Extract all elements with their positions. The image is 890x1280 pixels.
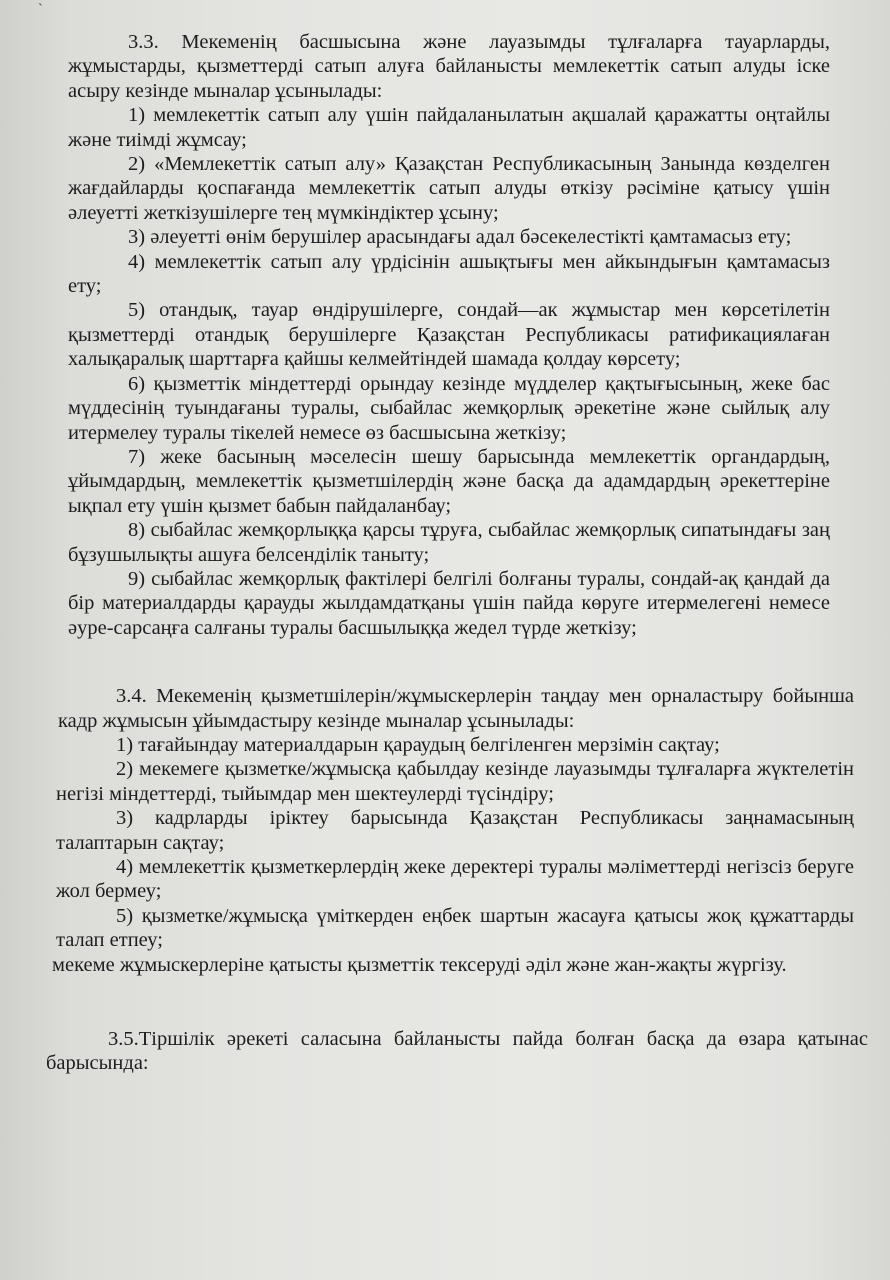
section-3-3-item-7: 7) жеке басының мәселесін шешу барысында мемлекеттік органдардың, ұйымдардың, мемлекеттік қызметшілердің және басқа да адамдардың әрекеттеріне ықпал ету үшін қызмет бабын пайдаланбау; xyxy=(68,445,830,517)
section-3-3-lead: 3.3. Мекеменің басшысына және лауазымды тұлғаларға тауарларды, жұмыстарды, қызметтерді сатып алуға байланысты мемлекеттік сатып алуды іске асыру кезінде мыналар ұсынылады: xyxy=(68,31,830,102)
section-3-3-item-6: 6) қызметтік міндеттерді орындау кезінде мүдделер қақтығысының, жеке бас мүддесінің туындағаны туралы, сыбайлас жемқорлық әрекетіне және сыйлық алу итермелеу туралы тікелей немесе өз басшысына жеткізу; xyxy=(68,372,830,444)
section-3-5-lead: 3.5.Тіршілік әрекеті саласына байланысты пайда болған басқа да өзара қатынас барысында: xyxy=(46,1028,868,1075)
section-3-4-item-3: 3) кадрларды іріктеу барысында Қазақстан Республикасы заңнамасының талаптарын сақтау; xyxy=(56,807,854,854)
section-3-3-item-3: 3) әлеуетті өнім берушілер арасындағы адал бәсекелестікті қамтамасыз ету; xyxy=(128,226,792,249)
section-3-3-item-2: 2) «Мемлекеттік сатып алу» Қазақстан Республикасының Занында көзделген жағдайларды қоспағанда мемлекеттік сатып алуды өткізу рәсіміне қатысу үшін әлеуетті жеткізушілерге тең мүмкіндіктер ұсыну; xyxy=(68,153,830,224)
section-3-4-item-1: 1) тағайындау материалдарын қараудың белгіленген мерзімін сақтау; xyxy=(116,733,720,756)
section-3-5 xyxy=(0,1027,890,1076)
section-3-4-item-2: 2) мекемеге қызметке/жұмысқа қабылдау кезінде лауазымды тұлғаларға жүктелетін негізі міндеттерді, тыйымдар мен шектеулерді түсіндіру; xyxy=(56,758,854,805)
section-3-3-item-9: 9) сыбайлас жемқорлық фактілері белгілі болғаны туралы, сондай-ақ қандай да бір материалдарды қарауды жылдамдатқаны үшін пайда көруге итермелегені немесе әуре-сарсаңға салғаны туралы басшылыққа жедел түрде жеткізу; xyxy=(68,567,830,639)
section-3-4-trailing: мекеме жұмыскерлеріне қатысты қызметтік тексеруді әділ және жан-жақты жүргізу. xyxy=(52,953,787,976)
section-3-4-item-4: 4) мемлекеттік қызметкерлердің жеке деректері туралы мәліметтерді негізсіз беруге жол бермеу; xyxy=(56,856,854,903)
section-3-3 xyxy=(0,30,890,640)
corner-mark: ` xyxy=(38,2,43,17)
section-3-3-item-4: 4) мемлекеттік сатып алу үрдісінін ашықтығы мен айкындығын қамтамасыз ету; xyxy=(68,250,830,298)
section-3-4-lead: 3.4. Мекеменің қызметшілерін/жұмыскерлерін таңдау мен орналастыру бойынша кадр жұмысын ұйымдастыру кезінде мыналар ұсынылады: xyxy=(58,685,854,732)
section-3-4 xyxy=(0,684,890,977)
section-3-3-item-5: 5) отандық, тауар өндірушілерге, сондай—ак жұмыстар мен көрсетілетін қызметтерді отандық берушілерге Қазақстан Республикасы ратификациялаған халықаралық шарттарға қайшы келмейтіндей шамада қолдау көрсету; xyxy=(68,299,830,371)
document-body xyxy=(0,30,890,1076)
section-3-4-item-5: 5) қызметке/жұмысқа үміткерден еңбек шартын жасауға қатысы жоқ құжаттарды талап етпеу; xyxy=(56,904,854,952)
section-3-3-item-8: 8) сыбайлас жемқорлыққа қарсы тұруға, сыбайлас жемқорлық сипатындағы заң бұзушылықты ашуға белсенділік таныту; xyxy=(68,519,830,566)
section-3-3-item-1: 1) мемлекеттік сатып алу үшін пайдаланылатын ақшалай қаражатты оңтайлы және тиімді жұмсау; xyxy=(68,104,830,151)
